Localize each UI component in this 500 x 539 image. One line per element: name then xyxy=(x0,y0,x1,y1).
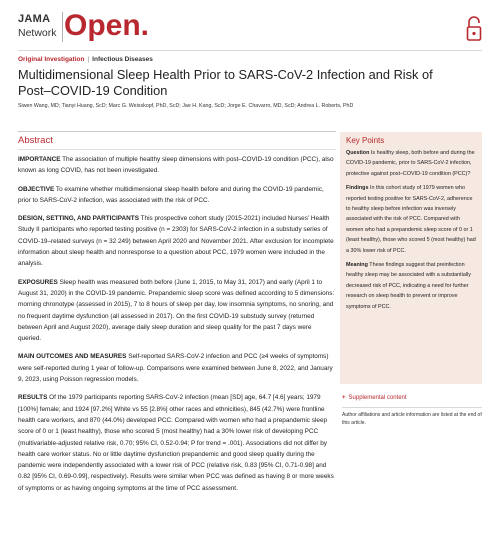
author-affiliations-note: Author affiliations and article information are listed at the end of this article. xyxy=(342,412,482,426)
journal-logo-network: Network xyxy=(18,27,57,39)
key-points-findings xyxy=(346,183,476,256)
question-text: Is healthy sleep, both before and during the COVID-19 pandemic, prior to SARS-CoV-2 infection, protective against post–COVID-19 condition (PCC)? xyxy=(346,150,475,177)
key-points-question xyxy=(346,148,476,179)
open-lock-icon xyxy=(466,16,482,42)
abstract-outcomes xyxy=(18,351,336,385)
key-points-heading: Key Points xyxy=(346,136,385,145)
objective-label: OBJECTIVE xyxy=(18,185,55,193)
exposures-text: Sleep health was measured both before (June 1, 2015, to May 31, 2017) and early (April 1 to August 31, 2020) in the COVID-19 pandemic. Prepandemic sleep score was defined according to 5 dimensions: morning chronotype (assessed in 2015), 7 to 8 hours of sleep per day, low insomnia symptoms, no snoring, and no frequent daytime dysfunction (all assessed in 2017). On the first COVID-19 substudy survey (returned between April and August 2020), average daily sleep duration and sleep quality for the past 7 days were queried. xyxy=(18,278,335,343)
abstract-results xyxy=(18,392,336,494)
importance-text: The association of multiple healthy sleep dimensions with post–COVID-19 condition (PCC), also known as long COVID, has not been investigated. xyxy=(18,156,334,175)
key-points-body xyxy=(346,148,476,312)
journal-header xyxy=(18,10,482,50)
importance-label: IMPORTANCE xyxy=(18,156,61,163)
supplemental-content-link[interactable] xyxy=(342,395,482,401)
article-kicker xyxy=(18,56,153,63)
question-label: Question xyxy=(346,150,370,156)
abstract-exposures xyxy=(18,277,336,345)
design-label: DESIGN, SETTING, AND PARTICIPANTS xyxy=(18,215,139,223)
exposures-label: EXPOSURES xyxy=(18,278,58,286)
journal-logo-open: Open. xyxy=(64,9,150,42)
article-title: Multidimensional Sleep Health Prior to SARS-CoV-2 Infection and Risk of Post–COVID-19 Condition xyxy=(18,67,433,98)
article-topic: Infectious Diseases xyxy=(92,56,153,63)
outcomes-text: Self-reported SARS-CoV-2 infection and PCC (≥4 weeks of symptoms) were self-reported during 1 year of follow-up. Comparisons were examined between June 8, 2022, and January 9, 2023, using Poisson regression models. xyxy=(18,353,333,384)
meaning-label: Meaning xyxy=(346,262,368,269)
abstract-divider-bottom xyxy=(18,149,336,150)
design-text: This prospective cohort study (2015-2021) included Nurses' Health Study II participants who reported testing positive (n = 2303) for SARS-CoV-2 infection in a substudy series of COVID-19–related surveys (n = 32 249) between April 2020 and November 2021. After exclusion for incomplete information about sleep health and nonresponse to a question about PCC, 1979 women were included in the analysis. xyxy=(18,215,334,268)
outcomes-label: MAIN OUTCOMES AND MEASURES xyxy=(18,353,127,361)
abstract-body xyxy=(18,154,336,501)
abstract-design xyxy=(18,213,336,269)
findings-label: Findings xyxy=(346,185,369,192)
results-label: RESULTS xyxy=(18,394,48,402)
header-divider xyxy=(18,50,482,51)
abstract-importance xyxy=(18,154,336,177)
supplemental-label: Supplemental content xyxy=(348,395,407,401)
results-text: Of the 1979 participants reporting SARS-CoV-2 infection (mean [SD] age, 64.7 [4.6] years; 1979 [100%] female; and 1924 [97.2%] White vs 55 [2.8%] other races and ethnicities), 845 (42.7%) were frontline health care workers, and 870 (44.0%) developed PCC. Compared with women who had a prepandemic sleep score of 0 or 1 (least healthy), those who scored 5 (most healthy) had a 30% lower risk of developing PCC (multivariable-adjusted relative risk, 0.70; 95% CI, 0.52-0.94; P for trend = .001). Associations did not differ by health care worker status. No or little daytime dysfunction prepandemic and good sleep quality during the pandemic were independently associated with a lower risk of PCC (relative risk, 0.83 [95% CI, 0.71-0.98] and 0.82 [95% CI, 0.69-0.99], respectively). Results were similar when PCC was defined as having 8 or more weeks of symptoms or as having ongoing symptoms at the time of PCC assessment. xyxy=(18,394,334,492)
journal-logo-jama: JAMA xyxy=(18,13,51,25)
abstract-heading: Abstract xyxy=(18,135,53,146)
article-type: Original Investigation xyxy=(18,56,85,63)
kicker-separator: | xyxy=(87,56,90,63)
meaning-text: These findings suggest that preinfection healthy sleep may be associated with a substantially decreased risk of PCC, indicating a need for further research on sleep health to prevent or improve symptoms of PCC. xyxy=(346,262,471,310)
abstract-objective xyxy=(18,184,336,207)
sidebar-divider xyxy=(342,407,482,408)
abstract-divider-top xyxy=(18,131,336,132)
key-points-box xyxy=(340,132,482,384)
plus-icon: + xyxy=(342,395,346,401)
article-authors: Siwen Wang, MD; Tianyi Huang, ScD; Marc G. Weisskopf, PhD, ScD; Jae H. Kang, ScD; Jorge E. Chavarro, MD, ScD; Andrea L. Roberts, PhD xyxy=(18,103,354,109)
logo-divider xyxy=(62,12,63,42)
key-points-meaning xyxy=(346,260,476,312)
findings-text: In this cohort study of 1979 women who reported testing positive for SARS-CoV-2, adherence to healthy sleep before infection was inversely associated with the risk of PCC. Compared with women who had a prepandemic sleep score of 0 or 1 (least healthy), those who scored 5 (most healthy) had a 30% lower risk of PCC. xyxy=(346,185,476,254)
objective-text: To examine whether multidimensional sleep health before and during the COVID-19 pandemic, prior to SARS-CoV-2 infection, was associated with the risk of PCC. xyxy=(18,185,324,204)
